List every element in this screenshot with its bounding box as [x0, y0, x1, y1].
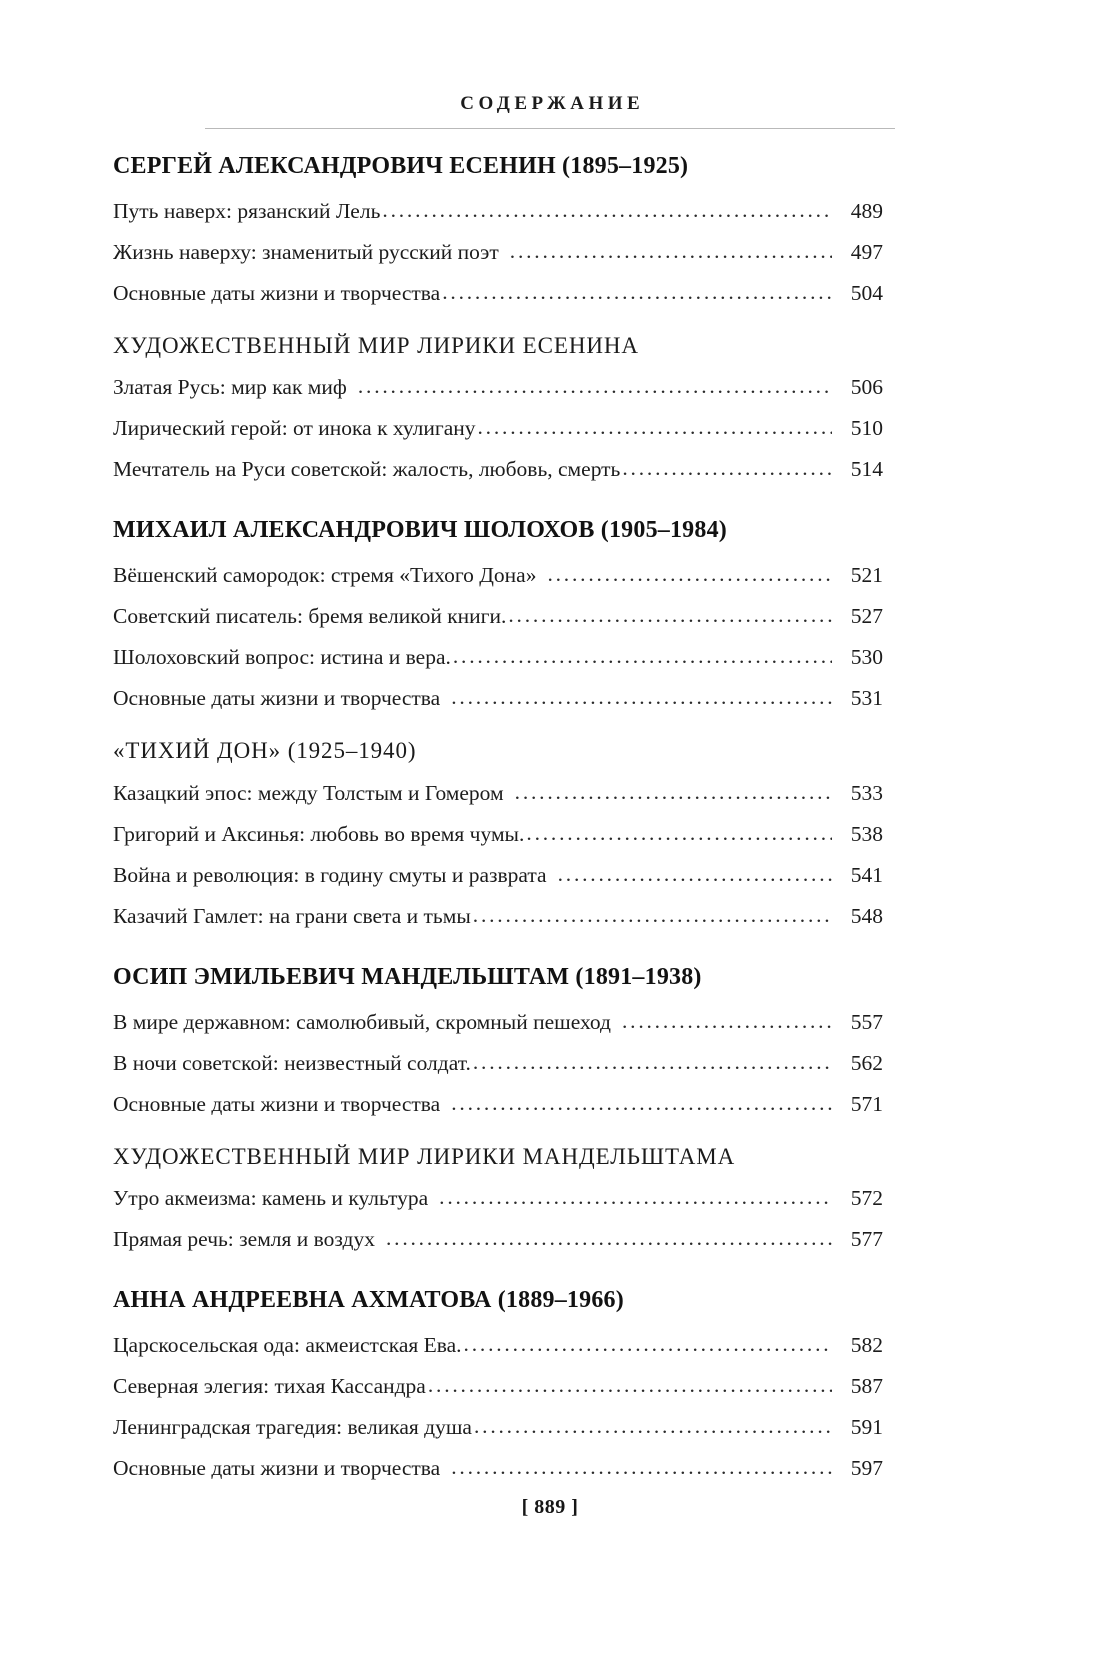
dot-leader — [439, 1177, 832, 1218]
dot-leader — [474, 1406, 832, 1447]
toc-entry-title: Григорий и Аксинья: любовь во время чумы. — [113, 821, 525, 846]
dot-leader — [453, 636, 832, 677]
toc-entry[interactable] — [113, 1219, 883, 1260]
dot-leader — [428, 1365, 832, 1406]
toc-group — [113, 963, 883, 1125]
toc-entry-page-number: 533 — [850, 780, 883, 805]
page-folio: [ 889 ] — [521, 1496, 579, 1518]
running-head: СОДЕРЖАНИЕ — [460, 93, 645, 114]
toc-entry[interactable] — [113, 555, 883, 596]
toc-entry-title: Война и революция: в годину смуты и разврата — [113, 862, 547, 887]
dot-leader — [451, 1447, 832, 1488]
toc-entry-page-number: 548 — [850, 903, 883, 928]
toc-entry-title: Советский писатель: бремя великой книги. — [113, 604, 507, 629]
group-spacer — [113, 719, 883, 737]
group-spacer — [113, 937, 883, 963]
toc-entry-title: Лирический герой: от инока к хулигану — [113, 416, 476, 441]
section-heading: ХУДОЖЕСТВЕННЫЙ МИР ЛИРИКИ ЕСЕНИНА — [113, 332, 639, 358]
toc-entry[interactable] — [113, 596, 883, 637]
table-of-contents — [113, 152, 883, 1489]
toc-entry[interactable] — [113, 1366, 883, 1407]
toc-entry-page-number: 571 — [850, 1091, 883, 1116]
toc-group — [113, 516, 883, 719]
toc-entry-title: Ленинградская трагедия: великая душа — [113, 1414, 472, 1439]
toc-entry-page-number: 572 — [850, 1186, 883, 1211]
header-divider — [205, 128, 895, 129]
toc-entry-page-number: 582 — [850, 1332, 883, 1357]
toc-entry-title: Вёшенский самородок: стремя «Тихого Дона» — [113, 563, 537, 588]
dot-leader — [386, 1218, 832, 1259]
toc-entry-page-number: 541 — [850, 862, 883, 887]
toc-entry-title: Жизнь наверху: знаменитый русский поэт — [113, 239, 499, 264]
dot-leader — [382, 190, 832, 231]
toc-entry[interactable] — [113, 814, 883, 855]
toc-entry[interactable] — [113, 232, 883, 273]
toc-entry[interactable] — [113, 1325, 883, 1366]
group-spacer — [113, 314, 883, 332]
toc-entry-page-number: 591 — [850, 1414, 883, 1439]
toc-entry-page-number: 577 — [850, 1227, 883, 1252]
dot-leader — [464, 1324, 832, 1365]
toc-entry[interactable] — [113, 273, 883, 314]
toc-entry-title: Казачий Гамлет: на грани света и тьмы — [113, 903, 471, 928]
toc-entry[interactable] — [113, 1407, 883, 1448]
dot-leader — [508, 595, 832, 636]
dot-leader — [515, 772, 832, 813]
toc-entry-title: Прямая речь: земля и воздух — [113, 1227, 375, 1252]
toc-entry-page-number: 506 — [850, 375, 883, 400]
group-spacer — [113, 1260, 883, 1286]
toc-entry-page-number: 497 — [850, 239, 883, 264]
dot-leader — [622, 448, 832, 489]
toc-entry[interactable] — [113, 855, 883, 896]
toc-entry-page-number: 521 — [850, 563, 883, 588]
toc-group — [113, 737, 883, 937]
dot-leader — [473, 895, 832, 936]
toc-entry[interactable] — [113, 1084, 883, 1125]
toc-entry[interactable] — [113, 773, 883, 814]
toc-entry-title: В мире державном: самолюбивый, скромный пешеход — [113, 1009, 611, 1034]
toc-entry[interactable] — [113, 408, 883, 449]
toc-entry[interactable] — [113, 449, 883, 490]
toc-entry[interactable] — [113, 637, 883, 678]
toc-group — [113, 1286, 883, 1489]
toc-group — [113, 152, 883, 314]
author-heading: СЕРГЕЙ АЛЕКСАНДРОВИЧ ЕСЕНИН (1895–1925) — [113, 153, 689, 179]
section-heading: «ТИХИЙ ДОН» (1925–1940) — [113, 738, 417, 764]
toc-entry[interactable] — [113, 1002, 883, 1043]
dot-leader — [622, 1001, 832, 1042]
toc-entry-title: Основные даты жизни и творчества — [113, 1455, 441, 1480]
author-heading: ОСИП ЭМИЛЬЕВИЧ МАНДЕЛЬШТАМ (1891–1938) — [113, 963, 702, 990]
toc-entry-title: Утро акмеизма: камень и культура — [113, 1186, 429, 1211]
toc-entry-title: Основные даты жизни и творчества — [113, 686, 441, 711]
toc-entry[interactable] — [113, 1178, 883, 1219]
dot-leader — [358, 366, 832, 407]
toc-entry-page-number: 530 — [850, 645, 883, 670]
toc-entry-title: Северная элегия: тихая Кассандра — [113, 1373, 426, 1398]
toc-entry-page-number: 562 — [850, 1050, 883, 1075]
dot-leader — [558, 854, 832, 895]
toc-entry-page-number: 538 — [850, 821, 883, 846]
toc-entry-page-number: 527 — [850, 604, 883, 629]
dot-leader — [451, 677, 832, 718]
toc-entry-title: Златая Русь: мир как миф — [113, 375, 347, 400]
dot-leader — [451, 1083, 832, 1124]
toc-entry-title: Основные даты жизни и творчества — [113, 280, 441, 305]
toc-entry-title: Царскосельская ода: акмеистская Ева. — [113, 1332, 462, 1357]
toc-entry-page-number: 587 — [850, 1373, 883, 1398]
section-heading: ХУДОЖЕСТВЕННЫЙ МИР ЛИРИКИ МАНДЕЛЬШТАМА — [113, 1143, 736, 1169]
group-spacer — [113, 1125, 883, 1143]
group-spacer — [113, 490, 883, 516]
toc-entry[interactable] — [113, 1448, 883, 1489]
toc-entry-page-number: 597 — [850, 1455, 883, 1480]
dot-leader — [478, 407, 833, 448]
toc-entry-page-number: 489 — [850, 198, 883, 223]
author-heading: МИХАИЛ АЛЕКСАНДРОВИЧ ШОЛОХОВ (1905–1984) — [113, 517, 727, 544]
toc-group — [113, 332, 883, 491]
toc-entry-page-number: 504 — [850, 280, 883, 305]
author-heading: АННА АНДРЕЕВНА АХМАТОВА (1889–1966) — [113, 1287, 624, 1314]
toc-group — [113, 1143, 883, 1261]
dot-leader — [526, 813, 832, 854]
toc-entry-title: Путь наверх: рязанский Лель — [113, 198, 381, 223]
toc-entry[interactable] — [113, 191, 883, 232]
toc-entry-title: Казацкий эпос: между Толстым и Гомером — [113, 780, 504, 805]
toc-entry-page-number: 510 — [850, 416, 883, 441]
dot-leader — [510, 231, 832, 272]
toc-entry[interactable] — [113, 367, 883, 408]
toc-entry[interactable] — [113, 1043, 883, 1084]
toc-entry[interactable] — [113, 896, 883, 937]
dot-leader — [442, 272, 832, 313]
toc-entry-title: Основные даты жизни и творчества — [113, 1091, 441, 1116]
toc-entry-page-number: 531 — [850, 686, 883, 711]
toc-entry-page-number: 514 — [850, 457, 883, 482]
toc-entry-title: Мечтатель на Руси советской: жалость, любовь, смерть — [113, 457, 621, 482]
toc-entry-title: В ночи советской: неизвестный солдат. — [113, 1050, 471, 1075]
toc-entry-title: Шолоховский вопрос: истина и вера. — [113, 645, 451, 670]
dot-leader — [547, 554, 832, 595]
toc-entry[interactable] — [113, 678, 883, 719]
toc-entry-page-number: 557 — [850, 1009, 883, 1034]
dot-leader — [473, 1042, 832, 1083]
